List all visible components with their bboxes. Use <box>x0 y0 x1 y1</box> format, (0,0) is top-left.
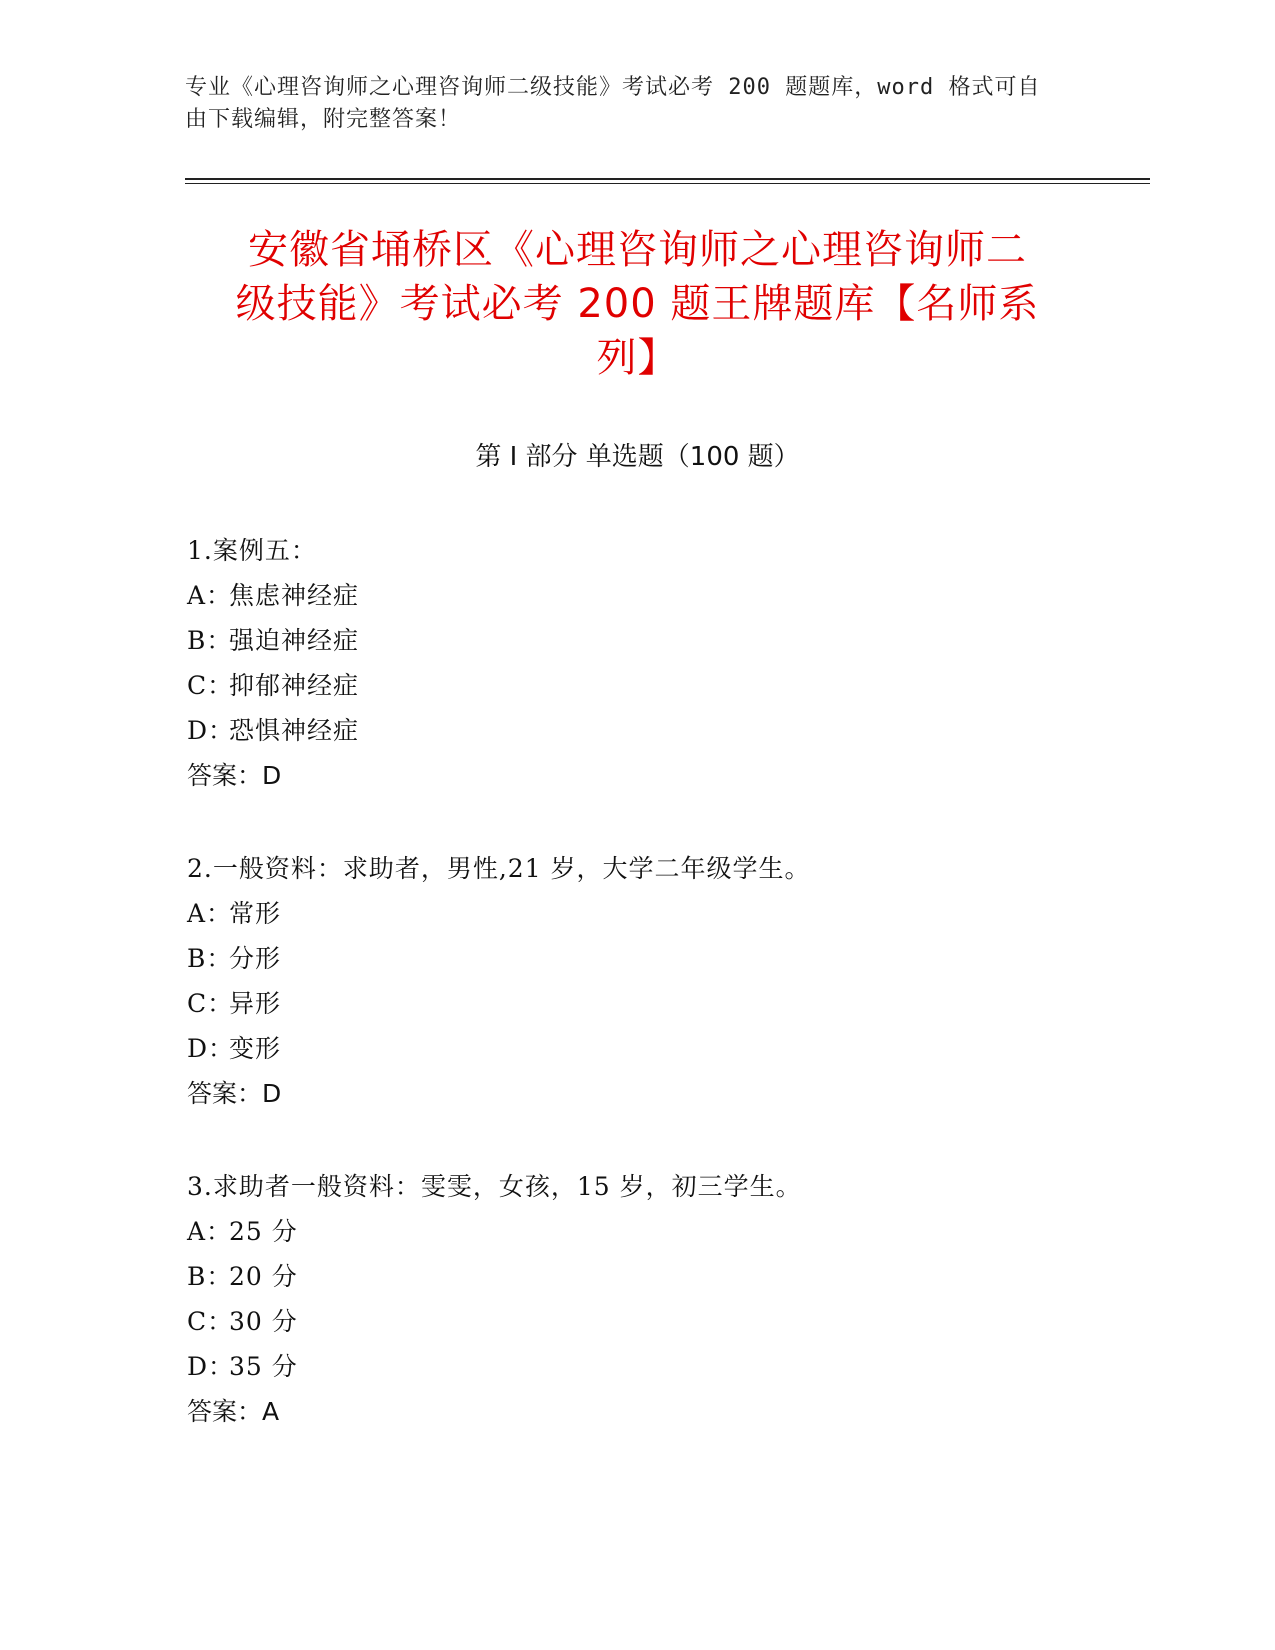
option-key: A： <box>187 581 233 610</box>
option-b <box>187 936 1087 981</box>
option-a <box>187 891 1087 936</box>
option-key: B： <box>187 944 233 973</box>
option-d <box>187 708 1087 753</box>
question-stem: 1.案例五： <box>187 536 317 565</box>
option-text: 变形 <box>229 1034 282 1063</box>
answer-line: 答案：D <box>187 761 282 790</box>
question-block-1 <box>187 528 1087 798</box>
answer-line: 答案：A <box>187 1397 280 1426</box>
option-d <box>187 1344 1087 1389</box>
option-text: 焦虑神经症 <box>229 581 360 610</box>
option-text: 35 分 <box>229 1352 298 1381</box>
option-b <box>187 1254 1087 1299</box>
option-key: A： <box>187 1217 233 1246</box>
document-intro <box>185 72 1065 136</box>
option-key: C： <box>187 1307 234 1336</box>
header-divider-thick <box>185 178 1150 180</box>
option-key: D： <box>187 1352 235 1381</box>
option-key: B： <box>187 626 233 655</box>
question-stem: 3.求助者一般资料：雯雯，女孩，15 岁，初三学生。 <box>187 1172 802 1201</box>
option-key: A： <box>187 899 233 928</box>
section-heading: 第 I 部分 单选题（100 题） <box>475 442 800 472</box>
option-d <box>187 1026 1087 1071</box>
option-c <box>187 663 1087 708</box>
option-text: 强迫神经症 <box>229 626 360 655</box>
option-key: B： <box>187 1262 233 1291</box>
document-title <box>185 223 1090 385</box>
option-text: 常形 <box>229 899 282 928</box>
option-text: 抑郁神经症 <box>229 671 360 700</box>
option-text: 异形 <box>229 989 282 1018</box>
option-key: C： <box>187 671 234 700</box>
title-line-1: 安徽省埇桥区《心理咨询师之心理咨询师二 <box>248 227 1027 273</box>
option-text: 30 分 <box>229 1307 298 1336</box>
title-line-3: 列】 <box>596 335 679 381</box>
option-a <box>187 1209 1087 1254</box>
intro-line-2: 由下载编辑，附完整答案！ <box>185 107 462 132</box>
option-key: C： <box>187 989 234 1018</box>
option-b <box>187 618 1087 663</box>
option-a <box>187 573 1087 618</box>
header-divider-thin <box>185 183 1150 184</box>
question-block-2 <box>187 846 1087 1116</box>
option-text: 20 分 <box>229 1262 298 1291</box>
answer-line: 答案：D <box>187 1079 282 1108</box>
question-block-3 <box>187 1164 1087 1434</box>
option-key: D： <box>187 1034 235 1063</box>
option-key: D： <box>187 716 235 745</box>
option-text: 分形 <box>229 944 282 973</box>
option-c <box>187 1299 1087 1344</box>
intro-line-1: 专业《心理咨询师之心理咨询师二级技能》考试必考 200 题题库，word 格式可自 <box>185 75 1041 100</box>
option-c <box>187 981 1087 1026</box>
question-stem: 2.一般资料：求助者，男性,21 岁，大学二年级学生。 <box>187 854 811 883</box>
title-line-2: 级技能》考试必考 200 题王牌题库【名师系 <box>235 281 1040 327</box>
option-text: 恐惧神经症 <box>229 716 360 745</box>
option-text: 25 分 <box>229 1217 298 1246</box>
